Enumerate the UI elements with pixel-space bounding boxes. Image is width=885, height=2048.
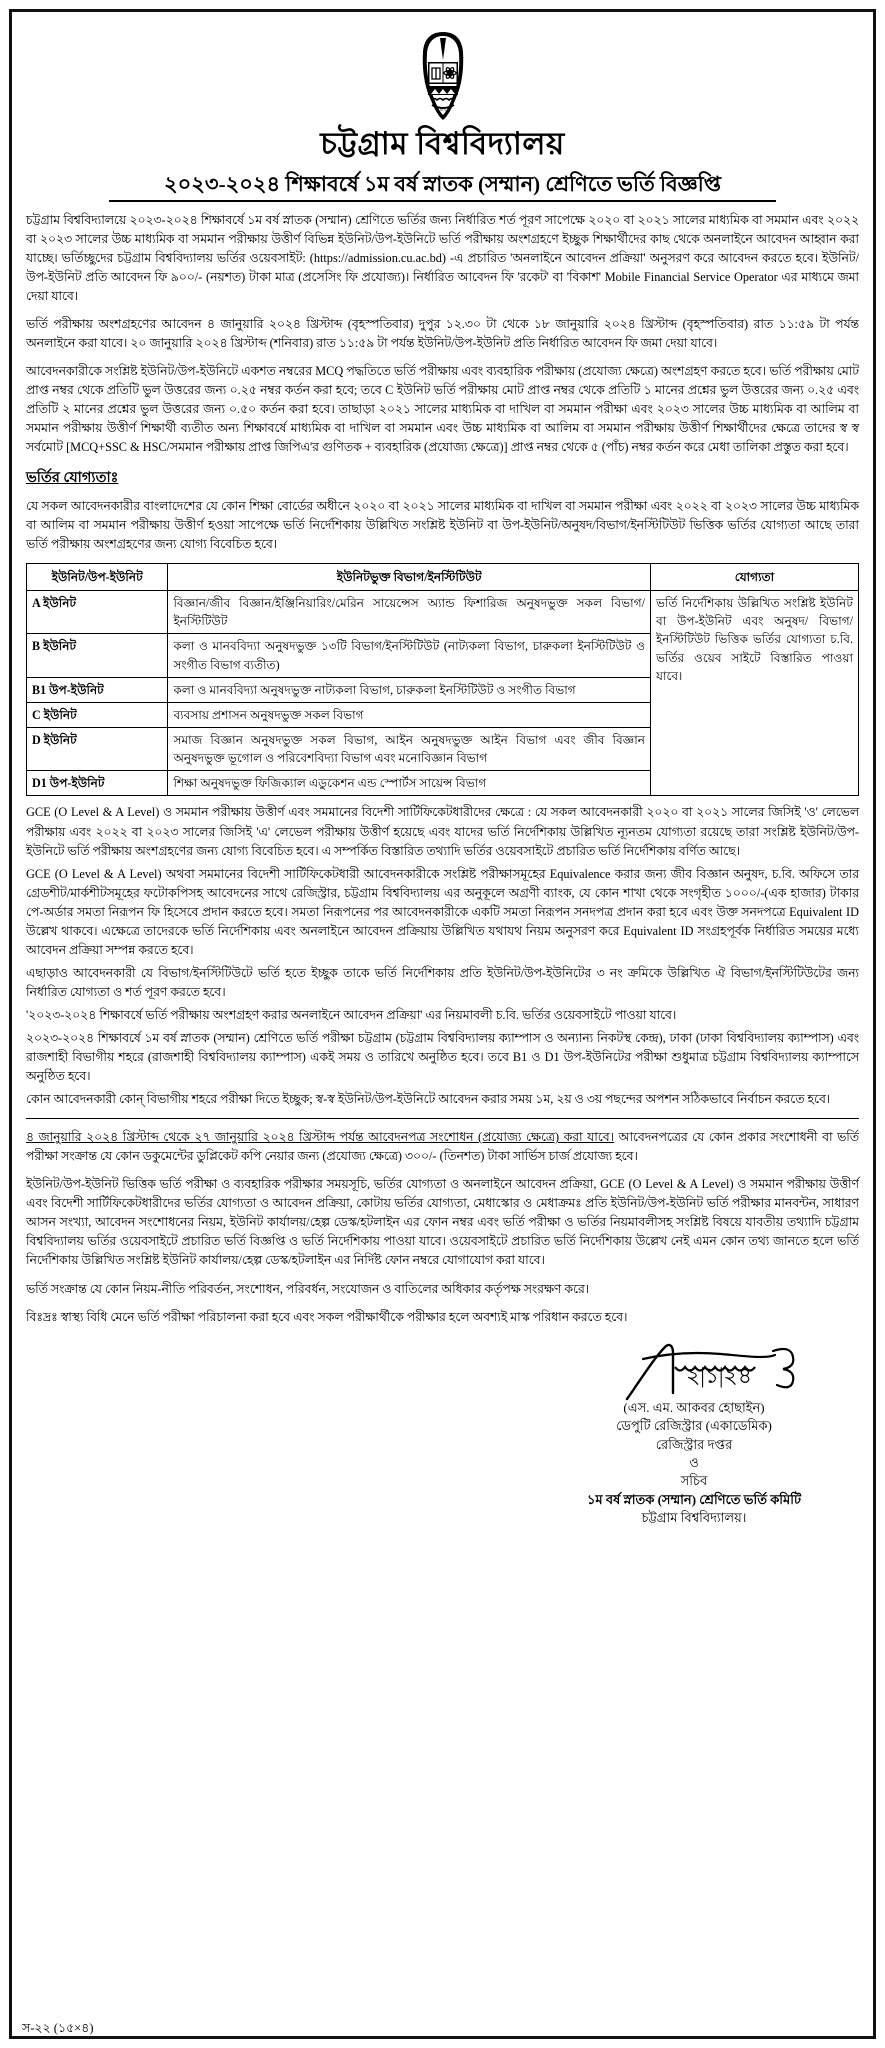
unit-cell: C ইউনিট (27, 702, 168, 727)
handwritten-signature-icon (569, 1341, 819, 1403)
paragraph-exam-method: আবেদনকারীকে সংশ্লিষ্ট ইউনিট/উপ-ইউনিটে একশত নম্বরের MCQ পদ্ধতিতে ভর্তি পরীক্ষায় এবং ব্যবহারিক পরীক্ষায় (প্রযোজ্য ক্ষেত্রে) অংশগ্রহণ করতে হবে। ভর্তি পরীক্ষায় মোট প্রাপ্ত নম্বর থেকে প্রতিটি ভুল উত্তরের জন্য ০.২৫ নম্বর কর্তন করা হবে; তবে C ইউনিট ভর্তি পরীক্ষায় মোট প্রাপ্ত নম্বর থেকে প্রতিটি ১ মানের প্রশ্নের ভুল উত্তরের জন্য ০.২৫ এবং প্রতিটি ২ মানের প্রশ্নের ভুল উত্তরের জন্য ০.৫০ কর্তন করা হবে। তাছাড়া ২০২১ সালের মাধ্যমিক বা দাখিল বা সমমান পরীক্ষা এবং ২০২৩ সালের উচ্চ মাধ্যমিক বা আলিম বা সমমান পরীক্ষায় উত্তীর্ণ শিক্ষার্থী ব্যতীত অন্য শিক্ষাবর্ষে মাধ্যমিক বা দাখিল বা সমমান এবং উচ্চ মাধ্যমিক বা আলিম বা সমমান পরীক্ষায় উত্তীর্ণ শিক্ষার্থীদের ক্ষেত্রে তাদের স্ব স্ব সর্বমোট [MCQ+SSC & HSC/সমমান পরীক্ষায় প্রাপ্ত জিপিএ'র গুণিতক + ব্যবহারিক (প্রযোজ্য ক্ষেত্রে)] প্রাপ্ত নম্বর থেকে ৫ (পাঁচ) নম্বর কর্তন করে মেধা তালিকা প্রস্তুত করা হবে। (26, 364, 859, 455)
footer-code: স-২২ (১৫×৪) (22, 2021, 94, 2035)
paragraph-information-sources: ইউনিট/উপ-ইউনিট ভিত্তিক ভর্তি পরীক্ষা ও ব্যবহারিক পরীক্ষার সময়সূচি, ভর্তির যোগ্যতা ও অনলাইনে আবেদন প্রক্রিয়া, GCE (O Level & A Level) ও সমমান পরীক্ষায় উত্তীর্ণ এবং বিদেশী সার্টিফিকেটধারীদের ভর্তির যোগ্যতা ও আবেদন প্রক্রিয়া, কোটায় ভর্তির যোগ্যতা, মেধাস্কোর ও মেধাক্রমঃ প্রতি ইউনিট/উপ-ইউনিট ভর্তি পরীক্ষার মানবন্টন, সাধারণ আসন সংখ্যা, আবেদন সংশোধনের নিয়ম, ইউনিট কার্যালয়/হেল্প ডেস্ক/হটলাইন এর ফোন নম্বর এবং ভর্তি পরীক্ষা ও ভর্তির নিয়মাবলীসহ সংশ্লিষ্ট বিষয়ে যাবতীয় তথ্যাদি চট্টগ্রাম বিশ্ববিদ্যালয় ভর্তির ওয়েবসাইটে প্রচারিত ভর্তি বিজ্ঞপ্তি ও ভর্তি নির্দেশিকায় পাওয়া যাবে। ওয়েবসাইটে প্রচারিত ভর্তি নির্দেশিকায় উল্লেখ নেই এমন কোন তথ্য জানতে হলে ভর্তি নির্দেশিকায় উল্লিখিত সংশ্লিষ্ট ইউনিট কার্যালয়/হেল্প ডেস্ক/হটলাইন এর নির্দিষ্ট ফোন নম্বরে যোগাযোগ করা যাবে। (26, 1177, 859, 1268)
unit-table (26, 563, 859, 796)
signatory-name: (এস. এম. আকবর হোছাইন) (623, 1399, 765, 1415)
paragraph-intro: চট্টগ্রাম বিশ্ববিদ্যালয়ে ২০২৩-২০২৪ শিক্ষাবর্ষে ১ম বর্ষ স্নাতক (সম্মান) শ্রেণিতে ভর্তির জন্য নির্ধারিত শর্ত পূরণ সাপেক্ষে ২০২০ বা ২০২১ সালের মাধ্যমিক বা সমমান এবং ২০২২ বা ২০২৩ সালের উচ্চ মাধ্যমিক বা সমমান পরীক্ষায় উত্তীর্ণ বিভিন্ন ইউনিট/উপ-ইউনিটে ভর্তি পরীক্ষায় অংশগ্রহণে ইচ্ছুক শিক্ষার্থীদের কাছ থেকে অনলাইনে আবেদন আহ্বান করা যাচ্ছে। ভর্তিচ্ছুদের চট্টগ্রাম বিশ্ববিদ্যালয় ভর্তির ওয়েবসাইট: (https://admission.cu.ac.bd) -এ প্রচারিত 'অনলাইনে আবেদন প্রক্রিয়া' অনুসরণ করে আবেদন করতে হবে। ইউনিট/উপ-ইউনিট প্রতি আবেদন ফি ৯০০/- (নয়শত) টাকা মাত্র (প্রসেসিং ফি প্রযোজ্য)। নির্ধারিত আবেদন ফি 'রকেট' বা 'বিকাশ' Mobile Financial Service Operator এর মাধ্যমে জমা দেয়া যাবে। (26, 212, 859, 304)
qualification-cell: ভর্তি নির্দেশিকায় উল্লিখিত সংশ্লিষ্ট ইউনিট বা উপ-ইউনিট এবং অনুষদ/ বিভাগ/ইনস্টিটিউট ভিত্তিক ভর্তির যোগ্যতা চ.বি. ভর্তির ওয়েব সাইটে বিস্তারিত পাওয়া যাবে। (650, 591, 858, 796)
signatory-office: রেজিস্ট্রার দপ্তর (655, 1436, 733, 1452)
crest-container (26, 30, 859, 122)
paragraph-department-conditions: এছাড়াও আবেদনকারী যে বিভাগ/ইনস্টিটিউটে ভর্তি হতে ইচ্ছুক তাকে ভর্তি নির্দেশিকায় প্রতি ইউনিট/উপ-ইউনিটের ৩ নং ক্রমিকে উল্লিখিত ঐ বিভাগ/ইনস্টিটিউটের জন্য নির্ধারিত যোগ্যতা ও শর্ত পূরণ করতে হবে। (26, 965, 859, 999)
notice-border-frame (9, 9, 876, 2039)
unit-cell: A ইউনিট (27, 591, 168, 634)
notice-body (26, 211, 859, 1528)
unit-cell: D ইউনিট (27, 728, 168, 771)
paragraph-health-notice: বিঃদ্রঃ স্বাস্থ্য বিধি মেনে ভর্তি পরীক্ষা পরিচালনা করা হবে এবং সকল পরীক্ষার্থীকে পরীক্ষার হলে অবশ্যই মাস্ক পরিধান করতে হবে। (26, 1309, 628, 1324)
departments-cell: কলা ও মানববিদ্যা অনুষদভুক্ত ১৩টি বিভাগ/ইনস্টিটিউট (নাট্যকলা বিভাগ, চারুকলা ইনস্টিটিউট ও সংগীত বিভাগ ব্যতীত) (168, 634, 651, 677)
departments-cell: সমাজ বিজ্ঞান অনুষদভুক্ত সকল বিভাগ, আইন অনুষদভুক্ত আইন বিভাগ এবং জীব বিজ্ঞান অনুষদভুক্ত ভূগোল ও পরিবেশবিদ্যা বিভাগ এবং মনোবিজ্ঞান বিভাগ (168, 728, 651, 771)
unit-cell: D1 উপ-ইউনিট (27, 771, 168, 796)
departments-cell: বিজ্ঞান/জীব বিজ্ঞান/ইঞ্জিনিয়ারিং/মেরিন সায়েন্সেস অ্যান্ড ফিশারিজ অনুষদভুক্ত সকল বিভাগ/ইনস্টিটিউট (168, 591, 651, 634)
eligibility-heading: ভর্তির যোগ্যতাঃ (26, 470, 119, 487)
signatory-institution: চট্টগ্রাম বিশ্ববিদ্যালয়। (641, 1510, 747, 1526)
paragraph-application-dates: ভর্তি পরীক্ষায় অংশগ্রহণের আবেদন ৪ জানুয়ারি ২০২৪ খ্রিস্টাব্দ (বৃহস্পতিবার) দুপুর ১২.৩০ টা থেকে ১৮ জানুয়ারি ২০২৪ খ্রিস্টাব্দ (বৃহস্পতিবার) রাত ১১:৫৯ টা পর্যন্ত অনলাইনে করা যাবে। ২০ জানুয়ারি ২০২৪ খ্রিস্টাব্দ (শনিবার) রাত ১১:৫৯ টা পর্যন্ত ইউনিট/উপ-ইউনিট প্রতি নির্ধারিত আবেদন ফি জমা দেয়া যাবে। (26, 317, 859, 351)
signature-block (26, 1341, 859, 1528)
column-header-departments: ইউনিটভুক্ত বিভাগ/ইনস্টিটিউট (168, 564, 651, 591)
table-row (27, 591, 859, 634)
signatory-designation: ডেপুটি রেজিস্ট্রার (একাডেমিক) (616, 1418, 772, 1434)
departments-cell: কলা ও মানববিদ্যা অনুষদভুক্ত নাট্যকলা বিভাগ, চারুকলা ইনস্টিটিউট ও সংগীত বিভাগ (168, 677, 651, 702)
paragraph-correction-window (26, 1128, 859, 1166)
signatory-committee: ১ম বর্ষ স্নাতক (সম্মান) শ্রেণিতে ভর্তি কমিটি (586, 1491, 802, 1507)
university-crest-icon (412, 30, 474, 122)
paragraph-rights-reserved: ভর্তি সংক্রান্ত যে কোন নিয়ম-নীতি পরিবর্তন, সংশোধন, পরিবর্ধন, সংযোজন ও বাতিলের অধিকার কর্তৃপক্ষ সংরক্ষণ করে। (26, 1281, 590, 1296)
paragraph-eligibility: যে সকল আবেদনকারীর বাংলাদেশের যে কোন শিক্ষা বোর্ডের অধীনে ২০২০ বা ২০২১ সালের মাধ্যমিক বা দাখিল বা সমমান পরীক্ষা এবং ২০২২ বা ২০২৩ সালের উচ্চ মাধ্যমিক বা আলিম বা সমমান পরীক্ষায় উত্তীর্ণ হওয়া সাপেক্ষে ভর্তি নির্দেশিকায় উল্লিখিত সংশ্লিষ্ট ইউনিট বা উপ-ইউনিট/অনুষদ/বিভাগ/ইনস্টিটিউট ভিত্তিক ভর্তির যোগ্যতা আছে তারা ভর্তি পরীক্ষায় অংশগ্রহণের জন্য যোগ্য বিবেচিত হবে। (26, 498, 859, 552)
signatory-conjunction: ও (689, 1454, 699, 1470)
section-divider (26, 1118, 859, 1119)
unit-cell: B ইউনিট (27, 634, 168, 677)
departments-cell: ব্যবসায় প্রশাসন অনুষদভুক্ত সকল বিভাগ (168, 702, 651, 727)
correction-window-rest: আবেদনপত্রের যে কোন প্রকার সংশোধনী বা ভর্তি পরীক্ষা সংক্রান্ত যে কোন ডকুমেন্টের ডুপ্লিকেট কপি নেয়ার জন্য (প্রযোজ্য ক্ষেত্রে) ৩০০/- (তিনশত) টাকা সার্ভিস চার্জ প্রযোজ্য হবে। (26, 1130, 859, 1164)
paragraph-gce-equivalence: GCE (O Level & A Level) অথবা সমমানের বিদেশী সার্টিফিকেটধারী আবেদনকারীকে সংশ্লিষ্ট পরীক্ষাসমূহের Equivalence করার জন্য জীব বিজ্ঞান অনুষদ, চ.বি. অফিসে তার গ্রেডশীট/মার্কশীটসমূহের ফটোকপিসহ আবেদনের সাথে রেজিস্ট্রার, চট্টগ্রাম বিশ্ববিদ্যালয় এর অনুকূলে অগ্রণী ব্যাংক, যে কোন শাখা থেকে সংগৃহীত ১০০০/-(এক হাজার) টাকার পে-অর্ডার সমতা নিরূপন ফি হিসেবে প্রদান করতে হবে। সমতা নিরূপনের পর আবেদনকারীকে একটি সমতা নিরূপন সনদপত্র প্রদান করা হবে এবং উক্ত সনদপত্রে Equivalent ID উল্লেখ থাকবে। এক্ষেত্রে তাদেরকে ভর্তি নির্দেশিকায় এবং অনলাইনে আবেদন প্রক্রিয়ায় উল্লিখিত যথাযথ নিয়ম অনুসরণ করে Equivalent ID সংগ্রহপূর্বক নির্ধারিত সময়ের মধ্যে আবেদন প্রক্রিয়া সম্পন্ন করতে হবে। (26, 866, 859, 957)
signatory-role: সচিব (680, 1473, 708, 1489)
svg-text:চবি: চবি (439, 107, 446, 112)
paragraph-centre-choice: কোন আবেদনকারী কোন্ বিভাগীয় শহরে পরীক্ষা দিতে ইচ্ছুক; স্ব-স্ব ইউনিট/উপ-ইউনিটে আবেদন করার সময় ১ম, ২য় ও ৩য় পছন্দের অপশন সঠিকভাবে নির্বাচন করতে হবে। (26, 1092, 831, 1107)
column-header-qualification: যোগ্যতা (650, 564, 858, 591)
paragraph-exam-centres: ২০২৩-২০২৪ শিক্ষাবর্ষে ১ম বর্ষ স্নাতক (সম্মান) শ্রেণিতে ভর্তি পরীক্ষা চট্টগ্রাম (চট্টগ্রাম বিশ্ববিদ্যালয় ক্যাম্পাস ও অন্যান্য নিকটস্থ কেন্দ্র), ঢাকা (ঢাকা বিশ্ববিদ্যালয় ক্যাম্পাস) এবং রাজশাহী বিভাগীয় শহরে (রাজশাহী বিশ্ববিদ্যালয় ক্যাম্পাস) একই সময় ও তারিখে অনুষ্ঠিত হবে। তবে B1 ও D1 উপ-ইউনিটের পরীক্ষা শুধুমাত্র চট্টগ্রাম বিশ্ববিদ্যালয় ক্যাম্পাসে অনুষ্ঠিত হবে। (26, 1030, 859, 1084)
departments-cell: শিক্ষা অনুষদভুক্ত ফিজিক্যাল এডুকেশন এন্ড স্পোর্টস সায়েন্স বিভাগ (168, 771, 651, 796)
table-header-row (27, 564, 859, 591)
paragraph-online-rules: '২০২৩-২০২৪ শিক্ষাবর্ষে ভর্তি পরীক্ষায় অংশগ্রহণ করার অনলাইনে আবেদন প্রক্রিয়া' এর নিয়মাবলী চ.বি. ভর্তির ওয়েবসাইটে পাওয়া যাবে। (26, 1007, 677, 1022)
signature-date-stamp: ২|১|২৪ (686, 1362, 752, 1388)
university-name: চট্টগ্রাম বিশ্ববিদ্যালয় (320, 126, 565, 161)
correction-window-underlined: ৪ জানুয়ারি ২০২৪ খ্রিস্টাব্দ থেকে ২৭ জানুয়ারি ২০২৪ খ্রিস্টাব্দ পর্যন্ত আবেদনপত্র সংশোধন (প্রযোজ্য ক্ষেত্রে) করা যাবে। (26, 1130, 614, 1145)
paragraph-gce-eligibility: GCE (O Level & A Level) ও সমমান পরীক্ষায় উত্তীর্ণ এবং সমমানের বিদেশী সার্টিফিকেটধারীদের ক্ষেত্রে : যে সকল আবেদনকারী ২০২০ বা ২০২১ সালের জিসিই 'ও' লেভেল পরীক্ষায় এবং ২০২২ বা ২০২৩ সালের জিসিই 'এ' লেভেল পরীক্ষায় উত্তীর্ণ হয়েছে এবং যাদের ভর্তি নির্দেশিকায় উল্লিখিত ন্যূনতম যোগ্যতা রয়েছে তারা সংশ্লিষ্ট ইউনিট/উপ-ইউনিটে ভর্তি পরীক্ষায় অংশগ্রহণের জন্য যোগ্য বিবেচিত হবে। এ সম্পর্কিত বিস্তারিত তথ্যাদি ভর্তির ওয়েবসাইটে প্রচারিত ভর্তি নির্দেশিকায় বর্ণিত আছে। (26, 805, 859, 858)
column-header-unit: ইউনিট/উপ-ইউনিট (27, 564, 168, 591)
unit-cell: B1 উপ-ইউনিট (27, 677, 168, 702)
page-title: ২০২৩-২০২৪ শিক্ষাবর্ষে ১ম বর্ষ স্নাতক (সম্মান) শ্রেণিতে ভর্তি বিজ্ঞপ্তি (109, 171, 775, 202)
